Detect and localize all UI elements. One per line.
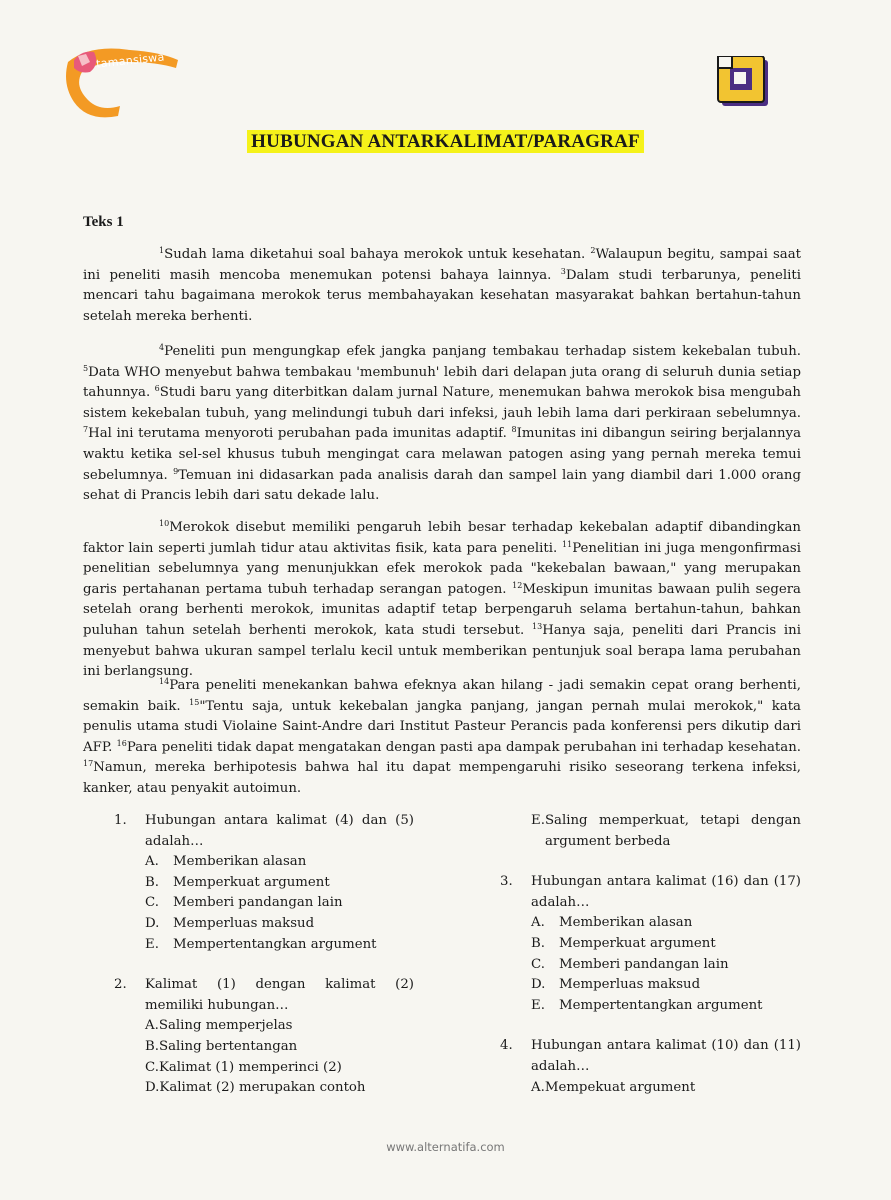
option-letter: A. bbox=[531, 915, 545, 931]
option-letter: D. bbox=[531, 977, 546, 993]
sentence-number: 7 bbox=[83, 425, 89, 435]
option-text: Saling memperjelas bbox=[158, 1018, 293, 1034]
option-text: Mempertentangkan argument bbox=[173, 936, 377, 952]
option-a[interactable] bbox=[531, 913, 801, 934]
option-letter: C. bbox=[145, 895, 159, 911]
sentence-text: Meskipun imunitas bawaan pulih segera setelah orang berhenti merokok, imunitas adaptif tetap berpengaruh selama bertahun-tahun, bahkan puluhan tahun setelah berhenti merokok, kata studi tersebut. bbox=[83, 581, 801, 638]
paragraph-2 bbox=[83, 342, 801, 507]
title-text: HUBUNGAN ANTARKALIMAT/PARAGRAF bbox=[247, 130, 644, 153]
sentence-number: 15 bbox=[189, 697, 200, 707]
section-label: Teks 1 bbox=[83, 214, 124, 230]
sentence-number: 3 bbox=[560, 266, 566, 276]
question-2 bbox=[114, 975, 414, 1099]
sentence-text: Merokok disebut memiliki pengaruh lebih besar terhadap kekebalan adaptif dibandingkan faktor lain seperti jumlah tidur atau aktivitas fisik, kata para peneliti. bbox=[83, 520, 801, 556]
sentence-text: Peneliti pun mengungkap efek jangka panjang tembakau terhadap sistem kekebalan tubuh. bbox=[164, 344, 801, 359]
question-stem: Kalimat (1) dengan kalimat (2) memiliki hubungan… bbox=[145, 977, 414, 1013]
footer-url[interactable]: www.alternatifa.com bbox=[386, 1140, 505, 1154]
option-text: Saling bertentangan bbox=[159, 1038, 298, 1054]
option-letter: D. bbox=[145, 915, 160, 931]
alternatifa-logo-icon bbox=[716, 56, 772, 110]
option-text: Saling memperkuat, tetapi dengan argument berbeda bbox=[544, 813, 801, 849]
sentence-text: Para peneliti menekankan bahwa efeknya akan hilang - jadi semakin cepat orang berhenti, semakin baik. bbox=[83, 678, 801, 714]
option-e[interactable] bbox=[531, 996, 801, 1017]
question-number: 2. bbox=[114, 977, 127, 993]
option-text: Memberikan alasan bbox=[173, 854, 307, 870]
question-number: 3. bbox=[500, 874, 513, 890]
question-number: 1. bbox=[114, 813, 127, 828]
document-title bbox=[0, 131, 891, 153]
option-text: Memberikan alasan bbox=[559, 915, 693, 931]
questions-right-column bbox=[500, 811, 801, 1118]
sentence-text: Dalam studi terbarunya, peneliti mencari tahu bagaimana merokok terus membahayakan kesehatan masyarakat bahkan bertahun-tahun setelah mereka berhenti. bbox=[83, 267, 801, 324]
sentence-number: 5 bbox=[83, 363, 89, 373]
sentence-text: Hal ini terutama menyoroti perubahan pada imunitas adaptif. bbox=[88, 426, 512, 442]
option-text: Memperkuat argument bbox=[559, 935, 716, 951]
question-4 bbox=[500, 1036, 801, 1098]
paragraph-1 bbox=[83, 245, 801, 327]
question-stem: Hubungan antara kalimat (4) dan (5) adalah… bbox=[145, 813, 414, 849]
sentence-number: 14 bbox=[159, 677, 170, 686]
option-letter: B. bbox=[145, 1038, 159, 1054]
sentence-number: 17 bbox=[83, 759, 94, 769]
option-letter: A. bbox=[145, 1018, 159, 1034]
option-b[interactable] bbox=[145, 873, 414, 894]
sentence-text: Imunitas ini dibangun seiring berjalannya waktu ketika sel-sel khusus tubuh mengingat cara melawan patogen asing yang pernah mereka temui sebelumnya. bbox=[83, 426, 801, 483]
option-letter: E. bbox=[531, 813, 545, 828]
option-a[interactable] bbox=[145, 1016, 414, 1037]
sentence-text: Penelitian ini juga mengonfirmasi penelitian sebelumnya yang menunjukkan efek merokok pada "kekebalan bawaan," yang merupakan garis pertahanan pertama tubuh terhadap serangan patogen. bbox=[83, 540, 801, 597]
option-text: Memperluas maksud bbox=[173, 915, 315, 931]
option-e[interactable] bbox=[145, 935, 414, 956]
option-letter: D. bbox=[145, 1080, 160, 1096]
sentence-text: Data WHO menyebut bahwa tembakau 'membunuh' lebih dari delapan juta orang di seluruh dunia setiap tahunnya. bbox=[83, 364, 801, 401]
question-2-continued bbox=[500, 811, 801, 852]
option-text: Kalimat (2) merupakan contoh bbox=[159, 1080, 366, 1096]
sentence-number: 4 bbox=[159, 343, 165, 352]
sentence-number: 8 bbox=[511, 425, 517, 435]
sentence-text: "Tentu saja, untuk kekebalan jangka panjang, jangan pernah mulai merokok," kata penulis utama studi Violaine Saint-Andre dari Institut Pasteur Perancis pada konferensi pers dikutip dari AFP. bbox=[83, 698, 801, 755]
option-text: Memperkuat argument bbox=[173, 874, 330, 890]
option-letter: B. bbox=[531, 935, 545, 951]
option-c[interactable] bbox=[145, 893, 414, 914]
option-a[interactable] bbox=[531, 1078, 801, 1099]
option-a[interactable] bbox=[145, 852, 414, 873]
option-letter: C. bbox=[531, 956, 545, 972]
sentence-number: 10 bbox=[159, 519, 170, 528]
option-text: Kalimat (1) memperinci (2) bbox=[158, 1059, 342, 1075]
sentence-text: Temuan ini didasarkan pada analisis darah dan sampel lain yang diambil dari 1.000 orang sehat di Prancis lebih dari satu dekade lalu. bbox=[83, 467, 801, 504]
option-text: Memberi pandangan lain bbox=[173, 895, 343, 911]
option-letter: E. bbox=[145, 936, 159, 952]
questions-left-column bbox=[114, 811, 414, 1119]
sentence-number: 13 bbox=[532, 621, 543, 631]
sentence-number: 11 bbox=[562, 539, 573, 549]
option-letter: E. bbox=[531, 997, 545, 1013]
sentence-number: 12 bbox=[512, 580, 523, 590]
option-letter: A. bbox=[145, 854, 159, 870]
option-d[interactable] bbox=[531, 975, 801, 996]
sentence-number: 9 bbox=[173, 466, 179, 476]
option-letter: A. bbox=[531, 1079, 545, 1095]
paragraph-4 bbox=[83, 676, 801, 800]
option-b[interactable] bbox=[531, 934, 801, 955]
option-text: Mempertentangkan argument bbox=[559, 997, 763, 1013]
sentence-text: Para peneliti tidak dapat mengatakan dengan pasti apa dampak perubahan ini terhadap kesehatan. bbox=[126, 739, 801, 755]
sentence-text: Studi baru yang diterbitkan dalam jurnal Nature, menemukan bahwa merokok bisa mengubah sistem kekebalan tubuh, yang melindungi tubuh dari infeksi, jauh lebih lama dari perkiraan sebelumnya. bbox=[83, 385, 802, 421]
question-3 bbox=[500, 872, 801, 1016]
sentence-number: 6 bbox=[154, 384, 160, 394]
brand-text: tamansiswa bbox=[95, 50, 166, 71]
option-text: Memberi pandangan lain bbox=[559, 956, 729, 972]
question-1 bbox=[114, 811, 414, 955]
option-letter: C. bbox=[145, 1059, 159, 1075]
sentence-text: Walaupun begitu, sampai saat ini peneliti masih mencoba menemukan potensi bahaya lainnya. bbox=[83, 247, 801, 283]
sentence-text: Namun, mereka berhipotesis bahwa hal itu dapat mempengaruhi risiko seseorang terkena infeksi, kanker, atau penyakit autoimun. bbox=[83, 760, 801, 796]
paragraph-3 bbox=[83, 518, 801, 683]
option-text: Mempekuat argument bbox=[544, 1079, 696, 1095]
question-stem: Hubungan antara kalimat (10) dan (11) adalah… bbox=[531, 1038, 801, 1074]
option-c[interactable] bbox=[531, 955, 801, 976]
option-b[interactable] bbox=[145, 1037, 414, 1058]
sentence-number: 16 bbox=[116, 738, 127, 748]
question-number: 4. bbox=[500, 1038, 513, 1054]
option-d[interactable] bbox=[145, 1078, 414, 1099]
option-c[interactable] bbox=[145, 1058, 414, 1079]
option-letter: B. bbox=[145, 874, 159, 890]
tamansiswa-logo bbox=[60, 42, 190, 120]
sentence-text: Hanya saja, peneliti dari Prancis ini menyebut bahwa ukuran sampel terlalu kecil untuk memberikan pentunjuk soal berapa lama perubahan ini berlangsung. bbox=[83, 622, 802, 680]
sentence-text: Sudah lama diketahui soal bahaya merokok untuk kesehatan. bbox=[164, 247, 591, 262]
option-e[interactable] bbox=[531, 811, 801, 852]
sentence-number: 1 bbox=[159, 246, 165, 255]
sentence-number: 2 bbox=[590, 246, 596, 255]
option-text: Memperluas maksud bbox=[559, 977, 701, 993]
option-d[interactable] bbox=[145, 914, 414, 935]
question-stem: Hubungan antara kalimat (16) dan (17) adalah… bbox=[531, 874, 801, 910]
